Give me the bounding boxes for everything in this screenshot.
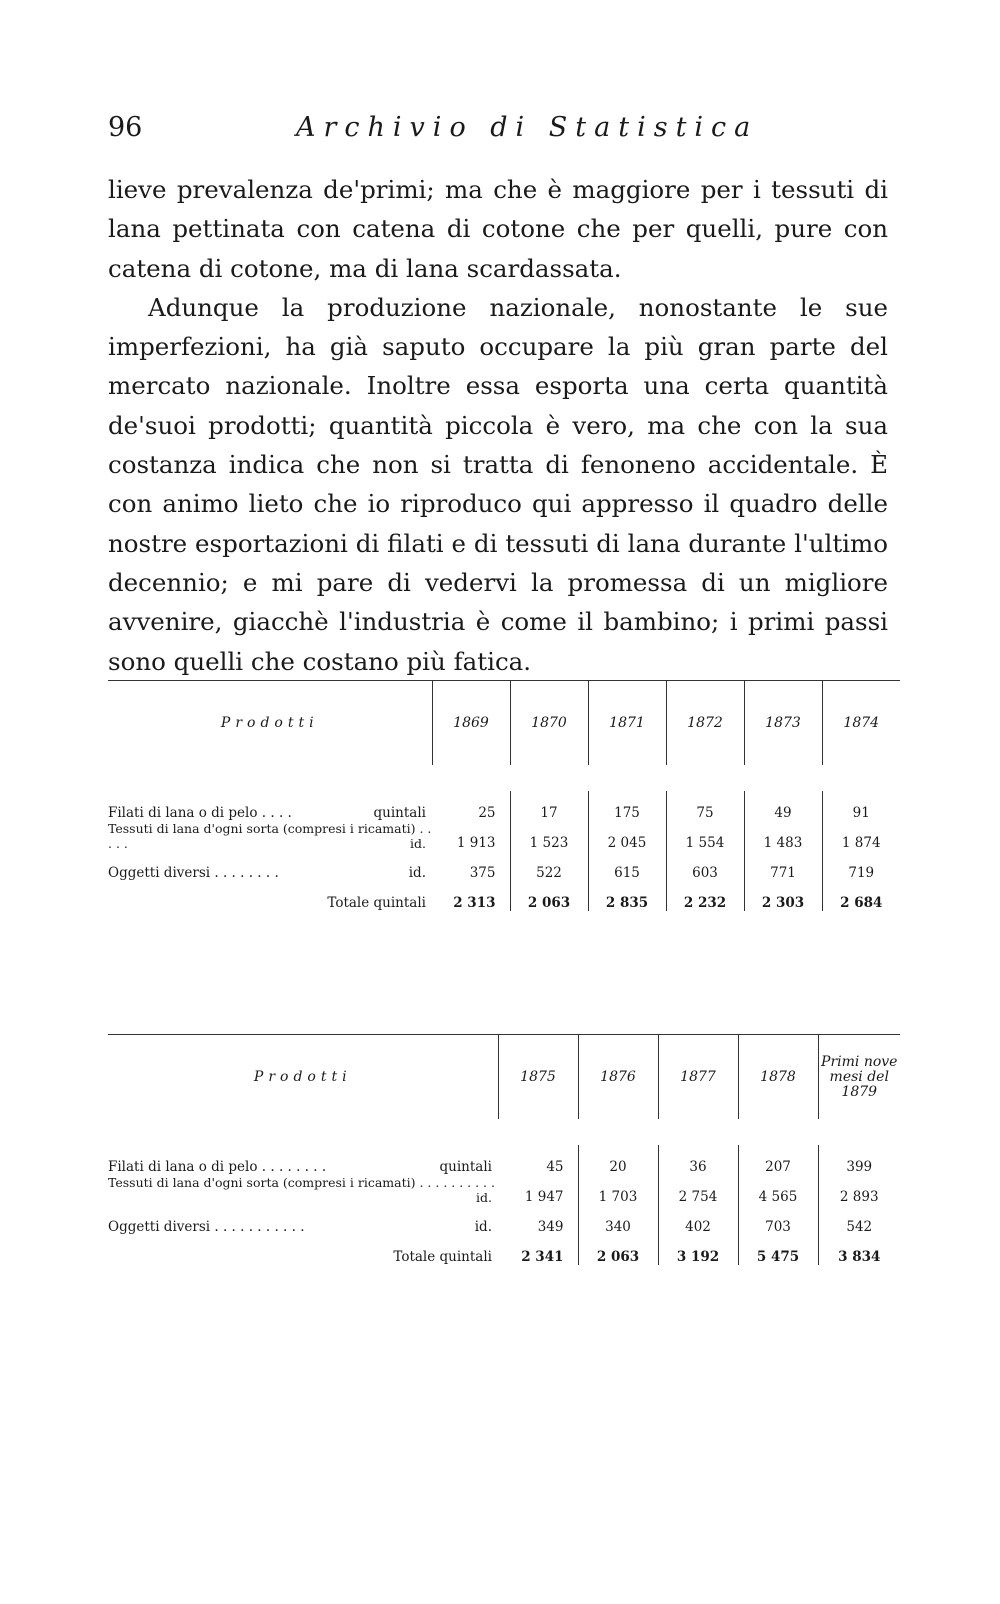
table-row (108, 821, 900, 851)
body-text (108, 170, 888, 681)
row-label: Tessuti di lana d'ogni sorta (compresi i ricamati) . . . . . id. (108, 821, 432, 851)
table-row (108, 1145, 900, 1175)
total-value: 2 232 (666, 881, 744, 911)
total-row (108, 1235, 900, 1265)
column-header-year: 1869 (432, 681, 510, 766)
table-header-row (108, 1035, 900, 1120)
column-header-prodotti: Prodotti (253, 1069, 352, 1085)
cell-value: 719 (822, 851, 900, 881)
column-header-year: 1878 (738, 1035, 818, 1120)
cell-value: 1 523 (510, 821, 588, 851)
total-value: 2 063 (510, 881, 588, 911)
row-label: Tessuti di lana d'ogni sorta (compresi i ricamati) . . . . . . . . . . id. (108, 1175, 495, 1205)
total-value: 2 303 (744, 881, 822, 911)
total-value: 3 192 (658, 1235, 738, 1265)
column-header-year: 1873 (744, 681, 822, 766)
cell-value: 1 913 (456, 835, 496, 851)
cell-value: 91 (822, 791, 900, 821)
row-label: Oggetti diversi . . . . . . . . id. (108, 865, 426, 881)
cell-value: 36 (658, 1145, 738, 1175)
total-value: 2 063 (578, 1235, 658, 1265)
cell-value: 2 754 (658, 1175, 738, 1205)
total-value: 2 341 (521, 1249, 564, 1265)
column-header-year: 1871 (588, 681, 666, 766)
row-label: Filati di lana o di pelo . . . . quintali (108, 805, 426, 821)
row-label: Oggetti diversi . . . . . . . . . . . id. (108, 1219, 492, 1235)
paragraph: lieve prevalenza de'primi; ma che è maggiore per i tessuti di lana pettinata con catena di cotone che per quelli, pure con catena di cotone, ma di lana scardassata. (108, 175, 888, 283)
cell-value: 771 (744, 851, 822, 881)
column-header-year: 1870 (510, 681, 588, 766)
cell-value: 2 045 (588, 821, 666, 851)
column-header-partial-year: Primi nove mesi del 1879 (818, 1035, 900, 1120)
cell-value: 703 (738, 1205, 818, 1235)
cell-value: 49 (744, 791, 822, 821)
column-header-year: 1875 (498, 1035, 578, 1120)
total-value: 2 313 (453, 895, 496, 911)
cell-value: 402 (658, 1205, 738, 1235)
column-header-year: 1872 (666, 681, 744, 766)
export-table-1875-1879 (108, 1034, 900, 1265)
page-header (108, 112, 888, 152)
cell-value: 615 (588, 851, 666, 881)
page-number: 96 (108, 112, 143, 143)
cell-value: 399 (818, 1145, 900, 1175)
cell-value: 25 (478, 805, 496, 821)
cell-value: 1 554 (666, 821, 744, 851)
table-row (108, 791, 900, 821)
cell-value: 542 (818, 1205, 900, 1235)
column-header-prodotti: Prodotti (220, 715, 319, 731)
running-title: Archivio di Statistica (296, 112, 759, 143)
export-table-1869-1874 (108, 680, 900, 911)
total-value: 2 835 (588, 881, 666, 911)
cell-value: 175 (588, 791, 666, 821)
total-label: Totale quintali (393, 1249, 492, 1265)
table-header-row (108, 681, 900, 766)
cell-value: 17 (510, 791, 588, 821)
total-row (108, 881, 900, 911)
cell-value: 20 (578, 1145, 658, 1175)
total-value: 2 684 (822, 881, 900, 911)
cell-value: 375 (469, 865, 496, 881)
total-value: 5 475 (738, 1235, 818, 1265)
cell-value: 2 893 (818, 1175, 900, 1205)
column-header-year: 1876 (578, 1035, 658, 1120)
paragraph: Adunque la produzione nazionale, nonostante le sue imperfezioni, ha già saputo occupare la più gran parte del mercato nazionale. Inoltre essa esporta una certa quantità de'suoi prodotti; quantità piccola è vero, ma che con la sua costanza indica che non si tratta di fenoneno accidentale. È con animo lieto che io riproduco qui appresso il quadro delle nostre esportazioni di filati e di tessuti di lana durante l'ultimo decennio; e mi pare di vedervi la promessa di un migliore avvenire, giacchè l'industria è come il bambino; i primi passi sono quelli che costano più fatica. (108, 292, 888, 676)
cell-value: 1 947 (524, 1189, 564, 1205)
cell-value: 603 (666, 851, 744, 881)
total-label: Totale quintali (327, 895, 426, 911)
cell-value: 522 (510, 851, 588, 881)
cell-value: 75 (666, 791, 744, 821)
cell-value: 1 483 (744, 821, 822, 851)
cell-value: 207 (738, 1145, 818, 1175)
cell-value: 340 (578, 1205, 658, 1235)
cell-value: 45 (546, 1159, 564, 1175)
cell-value: 1 874 (822, 821, 900, 851)
row-label: Filati di lana o di pelo . . . . . . . . quintali (108, 1159, 492, 1175)
cell-value: 1 703 (578, 1175, 658, 1205)
total-value: 3 834 (818, 1235, 900, 1265)
cell-value: 349 (537, 1219, 564, 1235)
table-row (108, 851, 900, 881)
column-header-year: 1874 (822, 681, 900, 766)
table-row (108, 1205, 900, 1235)
table-row (108, 1175, 900, 1205)
column-header-year: 1877 (658, 1035, 738, 1120)
cell-value: 4 565 (738, 1175, 818, 1205)
